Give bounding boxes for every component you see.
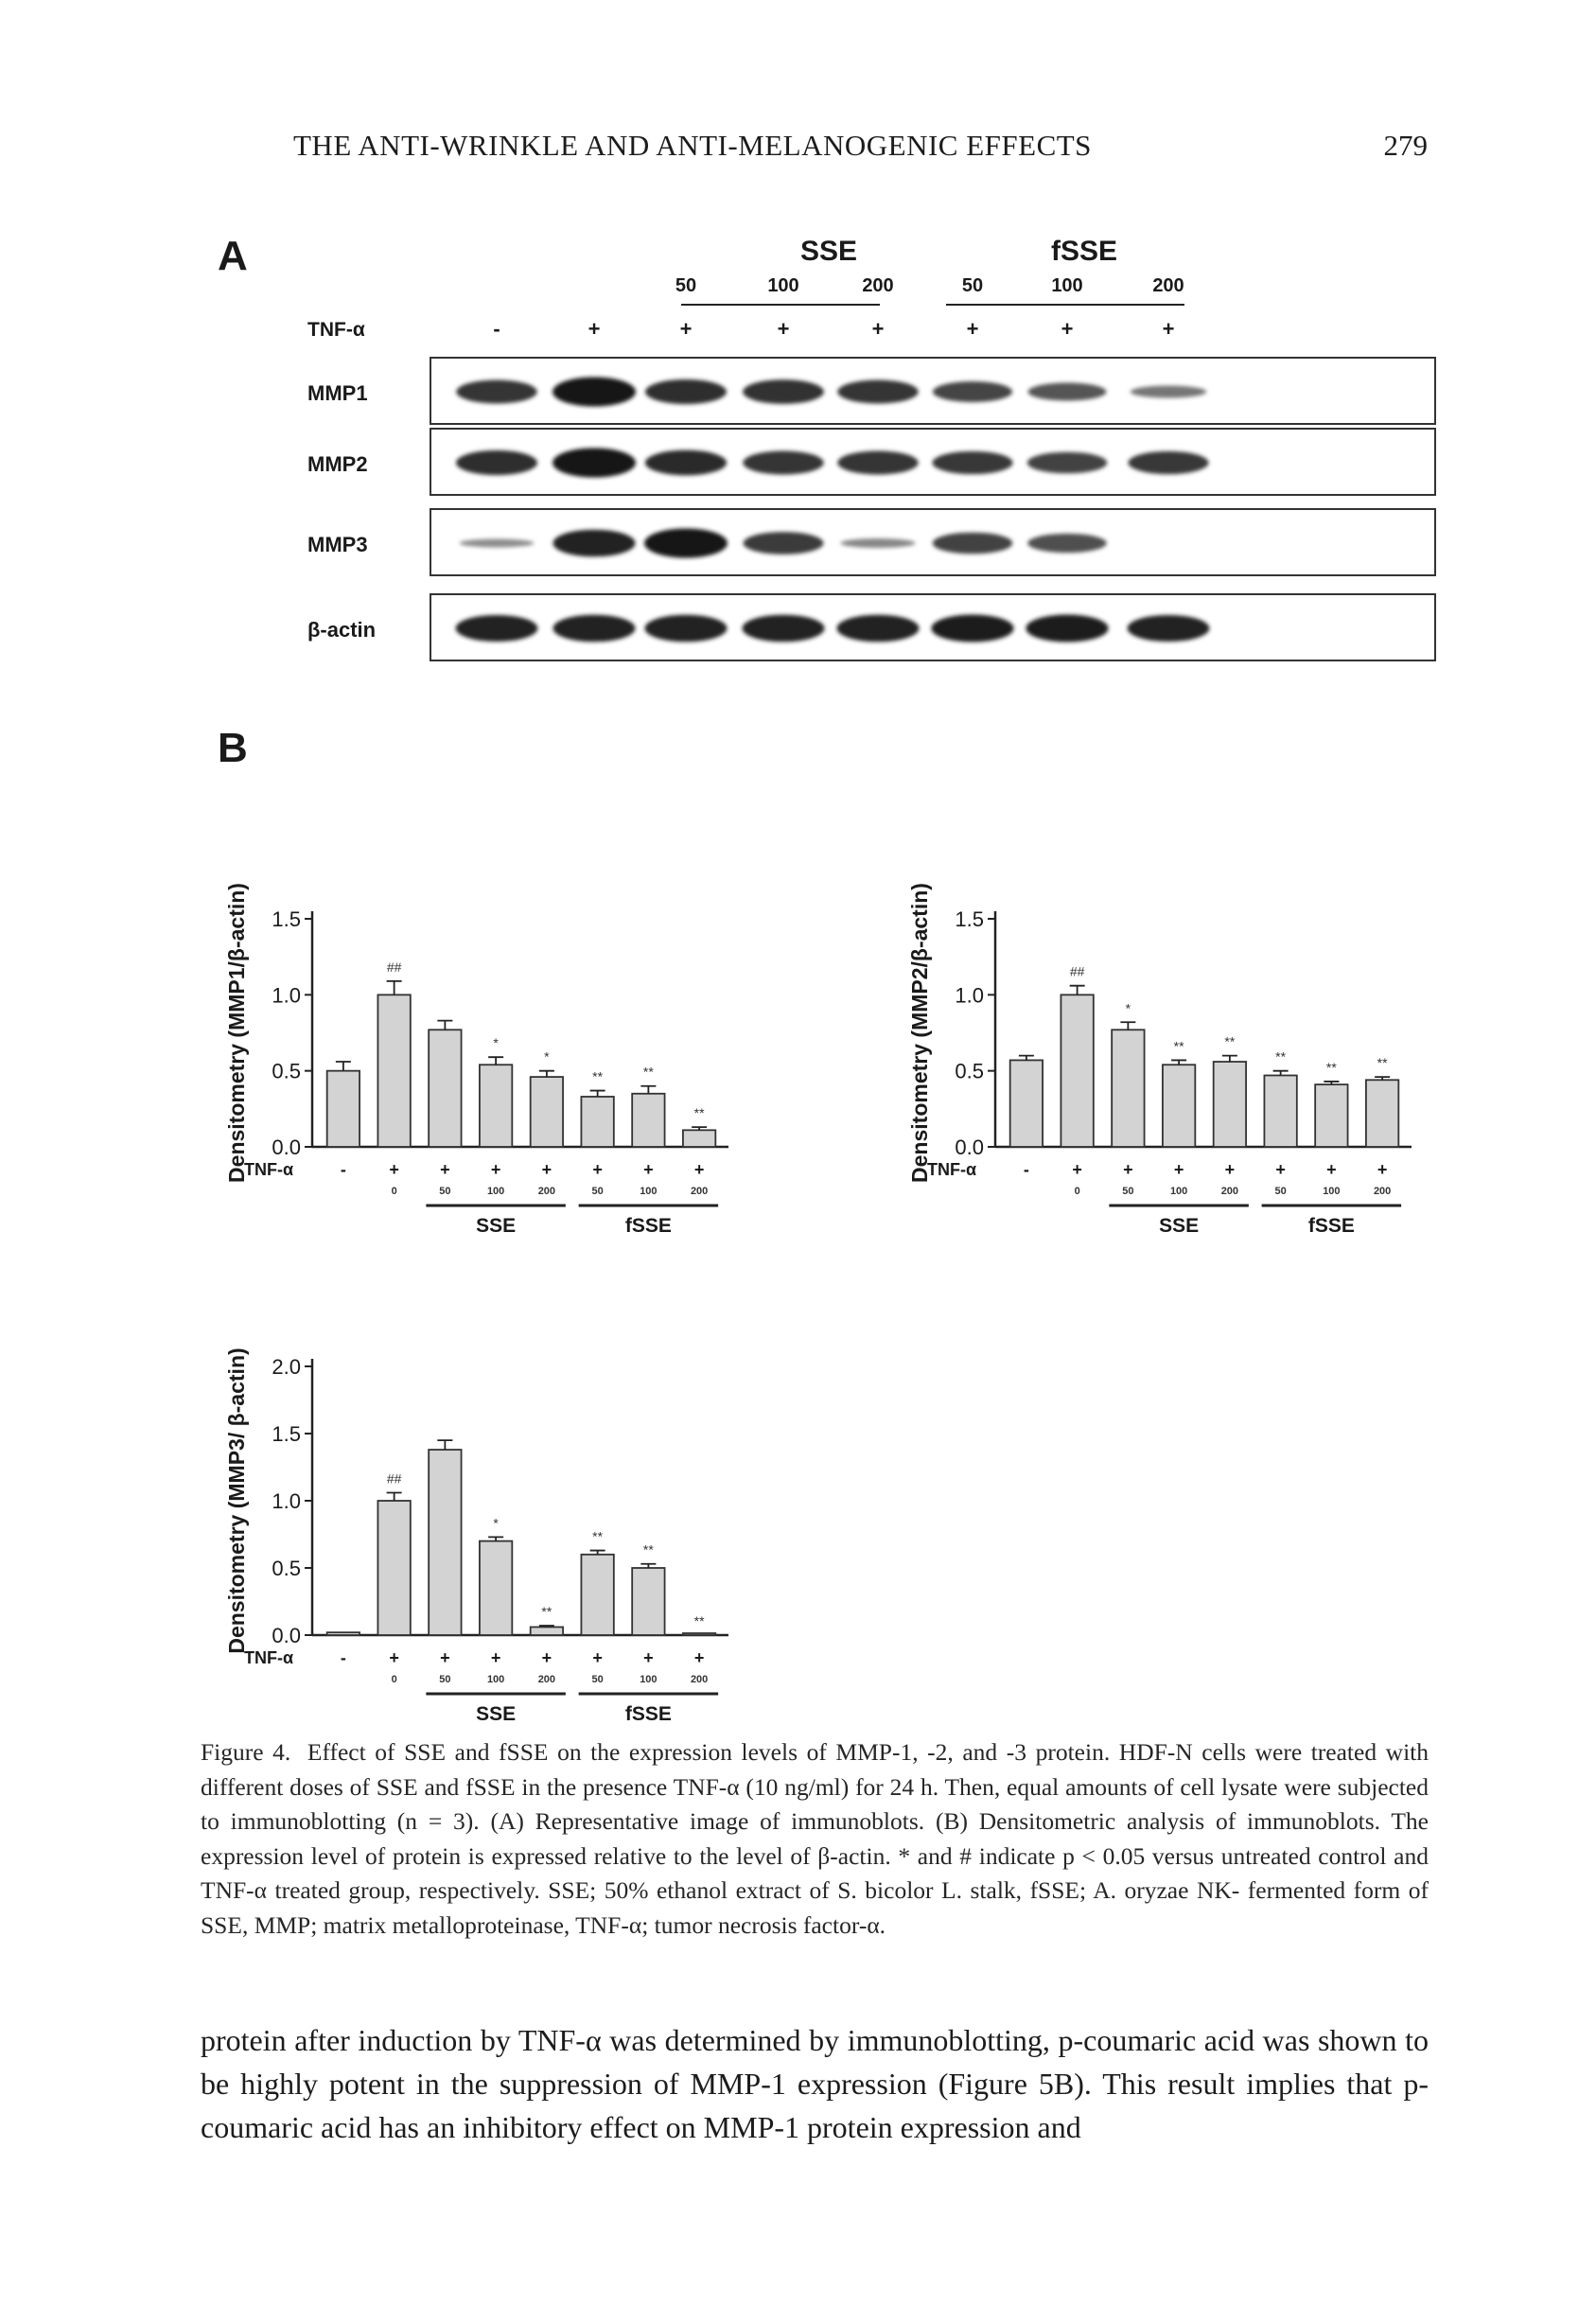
chart-mmp3: [224, 1347, 728, 1722]
blot-band: [1028, 383, 1107, 401]
tnf-mark: +: [541, 1648, 552, 1667]
blot-band: [1128, 451, 1208, 474]
y-tick-label: 0.5: [272, 1059, 301, 1083]
y-tick-label: 0.5: [955, 1059, 984, 1083]
bar: [683, 1130, 715, 1147]
blot-band: [837, 615, 920, 643]
bar: [531, 1077, 563, 1147]
blot-row: [307, 358, 1435, 424]
page-number: 279: [1383, 129, 1428, 162]
tnf-mark: +: [693, 1160, 705, 1179]
blot-band: [645, 450, 727, 476]
tnf-mark: +: [1326, 1160, 1337, 1179]
blot-band: [931, 614, 1013, 642]
tnf-mark: +: [679, 317, 693, 341]
figure-caption: [201, 1735, 1429, 1944]
significance-mark: **: [592, 1068, 604, 1084]
dose-tick-label: 100: [1323, 1186, 1341, 1197]
significance-mark: **: [1325, 1059, 1337, 1075]
tnf-mark: -: [340, 1648, 346, 1667]
tnf-mark: +: [1061, 317, 1074, 341]
chart-mmp2: [907, 883, 1412, 1237]
bar: [429, 1030, 461, 1147]
dose-tick-label: 50: [439, 1674, 451, 1685]
tnf-mark: +: [592, 1648, 603, 1667]
significance-mark: ##: [386, 1470, 402, 1487]
y-axis-label: Densitometry (MMP3/ β-actin): [224, 1347, 249, 1654]
bar: [632, 1568, 664, 1635]
tnf-label: TNF-α: [244, 1160, 294, 1179]
blot-band: [933, 533, 1013, 554]
bar: [632, 1094, 664, 1147]
blot-band: [933, 381, 1012, 402]
panel-b: [218, 725, 1412, 1722]
tnf-mark: +: [643, 1648, 654, 1667]
bar: [480, 1541, 512, 1635]
dose-tick-label: 100: [640, 1186, 658, 1197]
tnf-mark: +: [440, 1648, 450, 1667]
tnf-mark: +: [1123, 1160, 1133, 1179]
blot-row: [307, 509, 1435, 575]
blot-row: [307, 429, 1435, 495]
blot-band: [456, 380, 537, 404]
blot-label: MMP3: [307, 533, 368, 556]
significance-mark: **: [693, 1613, 705, 1628]
body-paragraph: protein after induction by TNF-α was determined by immunoblotting, p-coumaric acid was shown to be highly potent in the suppression of MMP-1 expression (Figure 5B). This result implies that p-coumaric acid has an inhibitory effect on MMP-1 protein expression and: [201, 2023, 1429, 2144]
bar: [683, 1633, 715, 1635]
dose-tick-label: 50: [439, 1186, 451, 1197]
significance-mark: **: [1377, 1055, 1388, 1071]
dose-tick-label: 50: [591, 1674, 604, 1685]
bar: [1264, 1075, 1296, 1147]
y-axis-label: Densitometry (MMP2/β-actin): [907, 883, 932, 1183]
bar: [581, 1097, 613, 1147]
dose-label: 200: [1152, 275, 1184, 296]
y-tick-label: 0.0: [272, 1135, 301, 1159]
dose-label: 50: [675, 275, 697, 296]
blot-band: [456, 615, 538, 642]
blot-row: [307, 594, 1435, 660]
figure-canvas: [189, 218, 1438, 1722]
blot-label: MMP2: [307, 452, 368, 476]
blot-band: [1128, 615, 1210, 642]
blot-band: [1131, 386, 1207, 398]
bar: [429, 1450, 461, 1635]
tnf-mark: +: [440, 1160, 450, 1179]
bar: [1010, 1060, 1043, 1147]
y-axis-label: Densitometry (MMP1/β-actin): [224, 883, 249, 1183]
significance-mark: *: [544, 1048, 550, 1065]
blot-band: [645, 379, 727, 404]
significance-mark: **: [1224, 1033, 1236, 1049]
panel-a: [218, 233, 1435, 660]
tnf-mark: +: [777, 317, 790, 341]
chart-mmp1: [224, 883, 728, 1237]
figure-4: [189, 218, 1438, 1727]
tnf-mark: +: [871, 317, 885, 341]
significance-mark: ##: [386, 959, 402, 975]
y-tick-label: 1.5: [955, 907, 984, 931]
bar: [1315, 1084, 1347, 1147]
dose-tick-label: 200: [537, 1186, 556, 1197]
dose-tick-label: 200: [690, 1186, 709, 1197]
dose-label: 100: [767, 275, 799, 296]
dose-tick-label: 0: [1074, 1186, 1080, 1197]
blot-band: [553, 615, 636, 643]
dose-tick-label: 200: [537, 1674, 556, 1685]
y-tick-label: 2.0: [272, 1355, 301, 1379]
bar: [327, 1071, 360, 1147]
blot-band: [743, 379, 824, 404]
bar: [1366, 1080, 1398, 1147]
tnf-mark: +: [490, 1648, 501, 1667]
tnf-mark: +: [592, 1160, 603, 1179]
tnf-mark: +: [1275, 1160, 1286, 1179]
y-tick-label: 0.5: [272, 1557, 301, 1580]
dose-tick-label: 50: [1274, 1186, 1287, 1197]
caption-label: Figure 4.: [201, 1738, 291, 1766]
panel-b-label: B: [218, 725, 248, 771]
blot-band: [644, 529, 728, 558]
significance-mark: **: [592, 1528, 604, 1544]
significance-mark: **: [642, 1541, 654, 1558]
bar: [377, 1501, 410, 1635]
bar: [581, 1555, 613, 1635]
dose-label: 100: [1051, 275, 1083, 296]
dose-tick-label: 100: [486, 1186, 505, 1197]
blot-band: [456, 450, 537, 475]
dose-tick-label: 100: [1169, 1186, 1188, 1197]
significance-mark: *: [493, 1515, 499, 1531]
significance-mark: ##: [1069, 963, 1085, 979]
significance-mark: **: [1275, 1048, 1287, 1065]
dose-tick-label: 100: [640, 1674, 658, 1685]
bar: [327, 1632, 360, 1635]
y-tick-label: 1.5: [272, 907, 301, 931]
group-label: fSSE: [624, 1703, 672, 1722]
significance-mark: **: [1173, 1038, 1184, 1054]
group-label: SSE: [476, 1703, 517, 1722]
tnf-mark: +: [541, 1160, 552, 1179]
running-title: THE ANTI-WRINKLE AND ANTI-MELANOGENIC EFFECTS: [293, 129, 1092, 162]
significance-mark: *: [1125, 1000, 1131, 1016]
tnf-mark: +: [1377, 1160, 1388, 1179]
tnf-mark: -: [493, 317, 500, 341]
tnf-label: TNF-α: [927, 1160, 977, 1179]
significance-mark: **: [642, 1064, 654, 1080]
tnf-mark: +: [588, 317, 601, 341]
immunoblots: [307, 358, 1435, 660]
blot-band: [1027, 534, 1107, 553]
blot-band: [743, 451, 824, 475]
tnf-label: TNF-α: [307, 319, 365, 341]
tnf-mark: -: [1023, 1160, 1029, 1179]
tnf-mark: +: [966, 317, 979, 341]
bar: [531, 1627, 563, 1635]
blot-band: [1027, 452, 1108, 474]
group-label: SSE: [476, 1215, 517, 1237]
dose-label: 200: [862, 275, 894, 296]
tnf-mark: +: [389, 1160, 399, 1179]
y-tick-label: 1.0: [272, 1489, 301, 1513]
bar: [480, 1065, 512, 1147]
tnf-mark: +: [389, 1648, 399, 1667]
tnf-mark: +: [643, 1160, 654, 1179]
tnf-label: TNF-α: [244, 1648, 294, 1667]
blot-band: [645, 615, 728, 643]
y-tick-label: 1.0: [955, 983, 984, 1008]
blot-band: [1026, 614, 1108, 642]
blot-band: [932, 451, 1012, 474]
dose-tick-label: 200: [1373, 1186, 1392, 1197]
blot-band: [744, 532, 824, 554]
tnf-mark: +: [1162, 317, 1175, 341]
tnf-mark: -: [340, 1160, 346, 1179]
significance-mark: *: [493, 1035, 499, 1051]
significance-mark: **: [541, 1604, 552, 1620]
dose-tick-label: 200: [690, 1674, 709, 1685]
dose-tick-label: 100: [486, 1674, 505, 1685]
tnf-mark: +: [1072, 1160, 1082, 1179]
blot-band: [840, 538, 915, 548]
blot-band: [552, 378, 636, 407]
dose-tick-label: 50: [591, 1186, 604, 1197]
blot-band: [837, 380, 919, 404]
blot-band: [553, 530, 636, 557]
group-label: fSSE: [624, 1215, 672, 1237]
bar: [1061, 995, 1093, 1147]
blot-band: [743, 615, 825, 643]
dose-tick-label: 0: [391, 1186, 397, 1197]
bar: [1112, 1030, 1144, 1147]
y-tick-label: 0.0: [272, 1624, 301, 1647]
group-label: fSSE: [1307, 1215, 1355, 1237]
tnf-mark: +: [693, 1648, 705, 1667]
bar: [377, 995, 410, 1147]
dose-tick-label: 50: [1122, 1186, 1134, 1197]
blot-label: β-actin: [307, 618, 377, 642]
tnf-mark: +: [1173, 1160, 1184, 1179]
group-label-sse: SSE: [799, 236, 858, 267]
panel-a-label: A: [218, 233, 248, 279]
dose-labels: [675, 275, 1184, 296]
dose-tick-label: 0: [391, 1674, 397, 1685]
blot-label: MMP1: [307, 381, 368, 405]
dose-tick-label: 200: [1220, 1186, 1239, 1197]
blot-band: [552, 449, 636, 478]
bar: [1163, 1065, 1195, 1147]
dose-label: 50: [961, 275, 984, 296]
significance-mark: **: [693, 1105, 705, 1121]
bar: [1214, 1062, 1246, 1147]
group-label-fsse: fSSE: [1050, 236, 1118, 267]
blot-band: [837, 451, 919, 475]
y-tick-label: 1.0: [272, 983, 301, 1008]
caption-text: Effect of SSE and fSSE on the expression levels of MMP-1, -2, and -3 protein. HDF-N cells were treated with different doses of SSE and fSSE in the presence TNF-α (10 ng/ml) for 24 h. Then, equal amounts of cell lysate were subjected to immunoblotting (n = 3). (A) Representative image of immunoblots. (B) Densitometric analysis of immunoblots. The expression level of protein is expressed relative to the level of β-actin. * and # indicate p < 0.05 versus untreated control and TNF-α treated group, respectively. SSE; 50% ethanol extract of S. bicolor L. stalk, fSSE; A. oryzae NK- fermented form of SSE, MMP; matrix metalloproteinase, TNF-α; tumor necrosis factor-α.: [201, 1738, 1429, 1939]
tnf-mark: +: [490, 1160, 501, 1179]
tnf-marks: [493, 317, 1174, 341]
blot-band: [460, 539, 535, 548]
tnf-mark: +: [1224, 1160, 1236, 1179]
group-label: SSE: [1159, 1215, 1200, 1237]
y-tick-label: 0.0: [955, 1135, 984, 1159]
y-tick-label: 1.5: [272, 1422, 301, 1446]
